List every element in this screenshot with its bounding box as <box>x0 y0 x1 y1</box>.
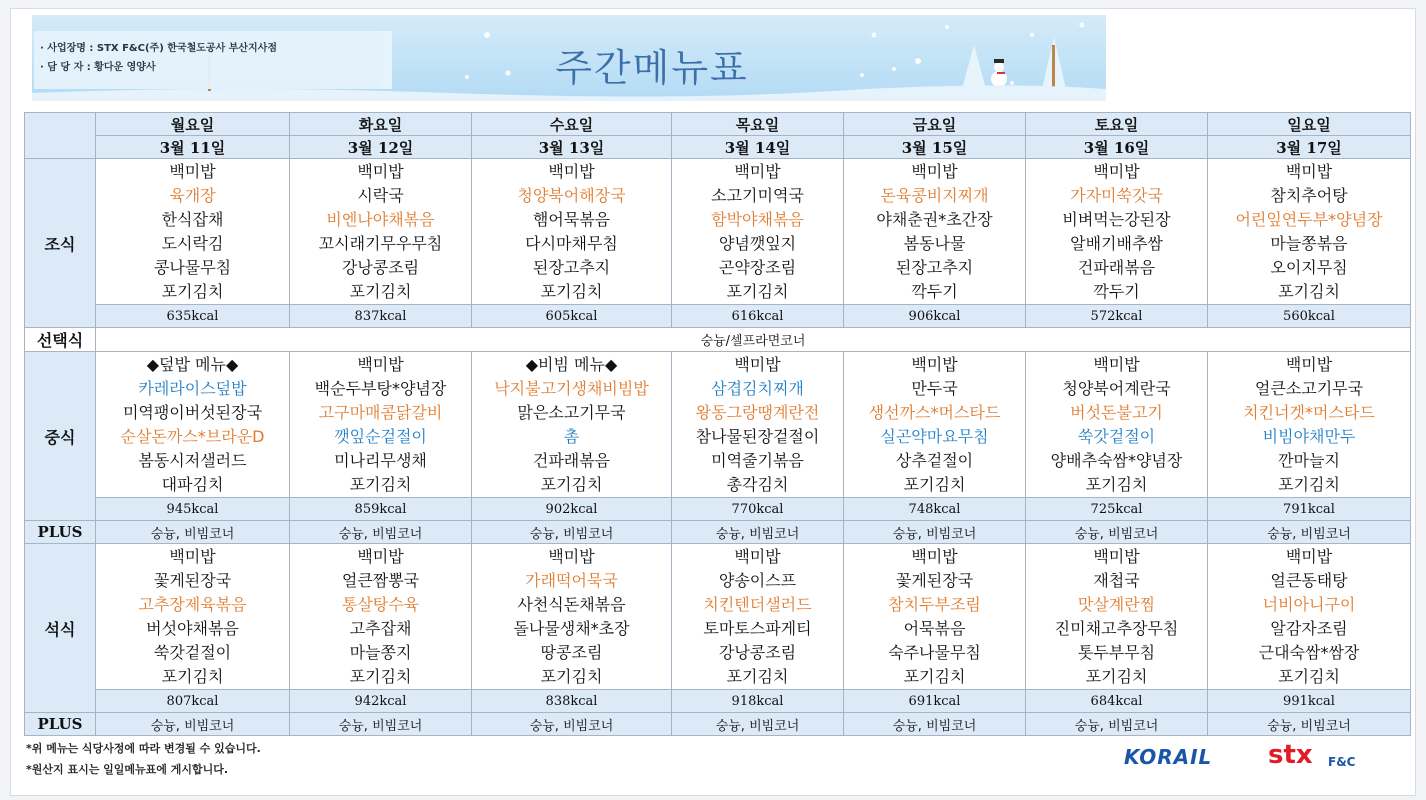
plus-corner-text: 숭늉, 비빔코너 <box>1026 521 1208 544</box>
day-header: 화요일 <box>290 113 472 136</box>
day-header: 일요일 <box>1208 113 1411 136</box>
menu-item: 포기김치 <box>540 282 603 301</box>
breakfast-menu-cell <box>672 159 844 305</box>
menu-item: 쑥갓겉절이 <box>153 643 232 662</box>
menu-item: 통살탕수육 <box>341 595 420 614</box>
day-header: 토요일 <box>1026 113 1208 136</box>
menu-item: 백미밥 <box>548 547 595 566</box>
plus-corner-text: 숭늉, 비빔코너 <box>472 521 672 544</box>
menu-item: 백순두부탕*양념장 <box>314 379 447 398</box>
kcal-value: 605kcal <box>472 305 672 328</box>
menu-item: 포기김치 <box>1278 667 1340 686</box>
menu-item: 함박야채볶음 <box>711 210 804 229</box>
menu-item: 포기김치 <box>161 282 224 301</box>
kcal-value: 684kcal <box>1026 690 1208 713</box>
day-row <box>25 113 1411 136</box>
menu-item: 치킨너겟*머스타드 <box>1243 403 1375 422</box>
date-header: 3월 12일 <box>290 136 472 159</box>
breakfast-label: 조식 <box>25 159 96 328</box>
menu-item: 콩나물무침 <box>153 258 232 277</box>
kcal-value: 906kcal <box>844 305 1026 328</box>
selection-row <box>25 328 1411 352</box>
kcal-value: 770kcal <box>672 498 844 521</box>
menu-item: 백미밥 <box>734 162 781 181</box>
menu-item: 포기김치 <box>349 282 412 301</box>
breakfast-menu-cell <box>1208 159 1411 305</box>
stx-logo-fc: F&C <box>1328 755 1356 769</box>
plus-corner-text: 숭늉, 비빔코너 <box>96 521 290 544</box>
dinner-kcal-row <box>25 690 1411 713</box>
menu-item: 포기김치 <box>1085 475 1148 494</box>
date-header: 3월 11일 <box>96 136 290 159</box>
plus-corner-text: 숭늉, 비빔코너 <box>1208 713 1411 736</box>
menu-item: 강낭콩조림 <box>718 643 797 662</box>
menu-item: 참치두부조림 <box>888 595 981 614</box>
date-header: 3월 17일 <box>1208 136 1411 159</box>
header-info-box <box>34 31 392 89</box>
kcal-value: 807kcal <box>96 690 290 713</box>
menu-item: 돌나물생채*초장 <box>513 619 630 638</box>
lunch-menu-cell <box>472 352 672 498</box>
menu-item: 맑은소고기무국 <box>517 403 626 422</box>
lunch-menu-cell <box>290 352 472 498</box>
business-label: · 사업장명 : STX F&C(주) 한국철도공사 부산지사점 <box>40 43 278 54</box>
dinner-plus-label: PLUS <box>25 713 96 736</box>
menu-item: 오이지무침 <box>1270 258 1348 277</box>
menu-item: 얼큰소고기무국 <box>1254 379 1364 398</box>
menu-item: 실곤약마요무침 <box>880 427 989 446</box>
menu-item: 쑥갓겉절이 <box>1077 427 1156 446</box>
lunch-menu-cell <box>672 352 844 498</box>
menu-item: 백미밥 <box>1093 162 1140 181</box>
menu-item: 백미밥 <box>357 355 404 374</box>
weekly-menu-table <box>24 112 1411 736</box>
menu-item: 포기김치 <box>726 282 789 301</box>
lunch-menu-cell <box>1208 352 1411 498</box>
menu-item: 포기김치 <box>540 475 603 494</box>
kcal-value: 725kcal <box>1026 498 1208 521</box>
kcal-value: 572kcal <box>1026 305 1208 328</box>
menu-item: 백미밥 <box>357 162 404 181</box>
dinner-menu-cell <box>1026 544 1208 690</box>
menu-item: 백미밥 <box>911 547 958 566</box>
menu-item: 백미밥 <box>1093 547 1140 566</box>
menu-item: 백미밥 <box>1285 162 1333 181</box>
menu-item: 총각김치 <box>726 475 789 494</box>
menu-item: 청양북어계란국 <box>1062 379 1171 398</box>
plus-corner-text: 숭늉, 비빔코너 <box>472 713 672 736</box>
menu-item: 백미밥 <box>734 355 781 374</box>
plus-corner-text: 숭늉, 비빔코너 <box>1026 713 1208 736</box>
plus-corner-text: 숭늉, 비빔코너 <box>672 713 844 736</box>
menu-item: 시락국 <box>357 186 404 205</box>
menu-item: 낙지불고기생채비빔밥 <box>494 379 649 398</box>
menu-item: 생선까스*머스타드 <box>868 403 1001 422</box>
menu-item: 어묵볶음 <box>903 619 966 638</box>
dinner-label: 석식 <box>25 544 96 713</box>
menu-item: 깻잎순겉절이 <box>334 427 427 446</box>
kcal-value: 748kcal <box>844 498 1026 521</box>
menu-item: 백미밥 <box>357 547 404 566</box>
lunch-menu-cell <box>844 352 1026 498</box>
menu-item: 비벼먹는강된장 <box>1062 210 1171 229</box>
plus-corner-text: 숭늉, 비빔코너 <box>844 713 1026 736</box>
menu-item: 카레라이스덮밥 <box>138 379 247 398</box>
menu-item: 깍두기 <box>1093 282 1140 301</box>
header-banner <box>32 15 1106 101</box>
footer-notes <box>26 738 261 780</box>
menu-item: 도시락김 <box>161 234 224 253</box>
breakfast-menu-cell <box>96 159 290 305</box>
menu-item: 고추잡채 <box>349 619 412 638</box>
menu-item: 얼큰동태탕 <box>1270 571 1348 590</box>
dinner-menu-cell <box>672 544 844 690</box>
menu-item: 꼬시래기무우무침 <box>318 234 443 253</box>
menu-item: ◆비빔 메뉴◆ <box>525 355 618 374</box>
menu-item: 청양북어해장국 <box>517 186 626 205</box>
menu-item: 양념깻잎지 <box>718 234 797 253</box>
menu-item: 곤약장조림 <box>718 258 797 277</box>
menu-item: 재첩국 <box>1093 571 1140 590</box>
menu-item: 육개장 <box>169 186 216 205</box>
dinner-menu-cell <box>844 544 1026 690</box>
lunch-plus-label: PLUS <box>25 521 96 544</box>
menu-item: 백미밥 <box>911 162 958 181</box>
kcal-value: 838kcal <box>472 690 672 713</box>
kcal-value: 691kcal <box>844 690 1026 713</box>
plus-corner-text: 숭늉, 비빔코너 <box>96 713 290 736</box>
menu-item: 촘 <box>563 427 580 446</box>
kcal-value: 945kcal <box>96 498 290 521</box>
day-header: 수요일 <box>472 113 672 136</box>
kcal-value: 560kcal <box>1208 305 1411 328</box>
menu-item: 어린잎연두부*양념장 <box>1235 210 1383 229</box>
date-header: 3월 15일 <box>844 136 1026 159</box>
selection-text: 숭늉/셀프라면코너 <box>96 328 1411 352</box>
date-header: 3월 13일 <box>472 136 672 159</box>
stx-logo: stx <box>1268 740 1313 770</box>
menu-item: 마늘쫑볶음 <box>1270 234 1348 253</box>
breakfast-menu-cell <box>844 159 1026 305</box>
menu-item: 알감자조림 <box>1270 619 1348 638</box>
plus-corner-text: 숭늉, 비빔코너 <box>672 521 844 544</box>
kcal-value: 635kcal <box>96 305 290 328</box>
menu-item: 상추겉절이 <box>895 451 974 470</box>
menu-item: 왕동그랑땡계란전 <box>695 403 820 422</box>
breakfast-menu-cell <box>1026 159 1208 305</box>
note-change: *위 메뉴는 식당사정에 따라 변경될 수 있습니다. <box>26 742 261 755</box>
kcal-value: 991kcal <box>1208 690 1411 713</box>
dinner-menu-cell <box>290 544 472 690</box>
menu-item: 땅콩조림 <box>540 643 603 662</box>
plus-corner-text: 숭늉, 비빔코너 <box>290 713 472 736</box>
menu-item: 미역줄기볶음 <box>711 451 804 470</box>
day-header: 월요일 <box>96 113 290 136</box>
menu-item: 고구마매콤닭갈비 <box>318 403 443 422</box>
menu-item: 햄어묵볶음 <box>532 210 611 229</box>
kcal-value: 791kcal <box>1208 498 1411 521</box>
date-header: 3월 14일 <box>672 136 844 159</box>
menu-item: 된장고추지 <box>895 258 974 277</box>
lunch-menu-cell <box>1026 352 1208 498</box>
menu-item: 백미밥 <box>1285 355 1333 374</box>
menu-item: 너비아니구이 <box>1262 595 1356 614</box>
dinner-menu-cell <box>96 544 290 690</box>
menu-item: 꽃게된장국 <box>153 571 232 590</box>
menu-item: 알배기배추쌈 <box>1070 234 1163 253</box>
menu-item: 돈육콩비지찌개 <box>880 186 989 205</box>
plus-corner-text: 숭늉, 비빔코너 <box>290 521 472 544</box>
dinner-menu-cell <box>1208 544 1411 690</box>
menu-item: 치킨텐더샐러드 <box>703 595 812 614</box>
menu-item: 양송이스프 <box>718 571 797 590</box>
menu-item: 만두국 <box>911 379 958 398</box>
menu-item: 소고기미역국 <box>711 186 804 205</box>
note-origin: *원산지 표시는 일일메뉴표에 게시합니다. <box>26 763 229 776</box>
menu-item: 사천식돈채볶음 <box>517 595 626 614</box>
breakfast-kcal-row <box>25 305 1411 328</box>
menu-item: 대파김치 <box>161 475 224 494</box>
menu-item: 포기김치 <box>161 667 224 686</box>
menu-item: 깍두기 <box>911 282 958 301</box>
menu-item: 비빔야채만두 <box>1262 427 1356 446</box>
menu-item: 근대숙쌈*쌈장 <box>1258 643 1360 662</box>
menu-item: 버섯돈불고기 <box>1070 403 1163 422</box>
lunch-items-row <box>25 352 1411 498</box>
menu-item: 순살돈까스*브라운D <box>120 427 265 446</box>
menu-item: 참치추어탕 <box>1270 186 1348 205</box>
lunch-menu-cell <box>96 352 290 498</box>
breakfast-menu-cell <box>290 159 472 305</box>
menu-item: 야채춘권*초간장 <box>876 210 993 229</box>
dinner-items-row <box>25 544 1411 690</box>
date-header: 3월 16일 <box>1026 136 1208 159</box>
menu-item: 가래떡어묵국 <box>525 571 618 590</box>
menu-item: 건파래볶음 <box>532 451 611 470</box>
menu-item: 백미밥 <box>169 162 216 181</box>
menu-item: 강낭콩조림 <box>341 258 420 277</box>
menu-item: 포기김치 <box>726 667 789 686</box>
menu-item: 한식잡채 <box>161 210 224 229</box>
menu-item: 맛살계란찜 <box>1077 595 1156 614</box>
korail-logo: KORAIL <box>1124 745 1213 769</box>
lunch-plus-row <box>25 521 1411 544</box>
menu-item: 미역팽이버섯된장국 <box>122 403 263 422</box>
date-row <box>25 136 1411 159</box>
menu-item: 미나리무생채 <box>334 451 427 470</box>
dinner-plus-row <box>25 713 1411 736</box>
menu-item: 토마토스파게티 <box>703 619 812 638</box>
page-title: 주간메뉴표 <box>555 46 749 90</box>
plus-corner-text: 숭늉, 비빔코너 <box>1208 521 1411 544</box>
manager-label: · 담 당 자 : 황다운 영양사 <box>40 62 156 73</box>
menu-item: 된장고추지 <box>532 258 611 277</box>
menu-item: 진미채고추장무침 <box>1054 619 1179 638</box>
menu-item: 포기김치 <box>349 475 412 494</box>
kcal-value: 859kcal <box>290 498 472 521</box>
kcal-value: 902kcal <box>472 498 672 521</box>
menu-item: 삼겹김치찌개 <box>711 379 804 398</box>
day-header: 목요일 <box>672 113 844 136</box>
menu-item: 꽃게된장국 <box>895 571 974 590</box>
menu-item: 봄동시저샐러드 <box>138 451 247 470</box>
menu-item: 백미밥 <box>548 162 595 181</box>
menu-item: 얼큰짬뽕국 <box>341 571 420 590</box>
menu-item: 포기김치 <box>1085 667 1148 686</box>
menu-item: 백미밥 <box>734 547 781 566</box>
menu-item: 참나물된장겉절이 <box>695 427 820 446</box>
breakfast-items-row <box>25 159 1411 305</box>
kcal-value: 942kcal <box>290 690 472 713</box>
kcal-value: 918kcal <box>672 690 844 713</box>
menu-item: 포기김치 <box>540 667 603 686</box>
menu-item: ◆덮밥 메뉴◆ <box>146 355 239 374</box>
menu-item: 깐마늘지 <box>1278 451 1340 470</box>
menu-item: 백미밥 <box>1285 547 1333 566</box>
menu-item: 포기김치 <box>1278 475 1340 494</box>
corner-cell <box>25 113 96 159</box>
menu-item: 포기김치 <box>903 667 966 686</box>
menu-item: 백미밥 <box>169 547 216 566</box>
day-header: 금요일 <box>844 113 1026 136</box>
breakfast-menu-cell <box>472 159 672 305</box>
lunch-label: 중식 <box>25 352 96 521</box>
menu-item: 포기김치 <box>1278 282 1340 301</box>
menu-item: 가자미쑥갓국 <box>1070 186 1163 205</box>
menu-item: 건파래볶음 <box>1077 258 1156 277</box>
selection-label: 선택식 <box>25 328 96 352</box>
menu-item: 백미밥 <box>1093 355 1140 374</box>
menu-item: 톳두부무침 <box>1077 643 1156 662</box>
menu-item: 버섯야채볶음 <box>146 619 239 638</box>
menu-item: 포기김치 <box>903 475 966 494</box>
plus-corner-text: 숭늉, 비빔코너 <box>844 521 1026 544</box>
menu-item: 다시마채무침 <box>525 234 618 253</box>
menu-item: 포기김치 <box>349 667 412 686</box>
menu-item: 봄동나물 <box>903 234 966 253</box>
lunch-kcal-row <box>25 498 1411 521</box>
menu-item: 양배추숙쌈*양념장 <box>1050 451 1183 470</box>
menu-item: 숙주나물무침 <box>888 643 981 662</box>
dinner-menu-cell <box>472 544 672 690</box>
menu-item: 마늘쫑지 <box>349 643 412 662</box>
kcal-value: 616kcal <box>672 305 844 328</box>
menu-item: 비엔나야채볶음 <box>326 210 435 229</box>
menu-item: 백미밥 <box>911 355 958 374</box>
menu-item: 고추장제육볶음 <box>138 595 247 614</box>
kcal-value: 837kcal <box>290 305 472 328</box>
